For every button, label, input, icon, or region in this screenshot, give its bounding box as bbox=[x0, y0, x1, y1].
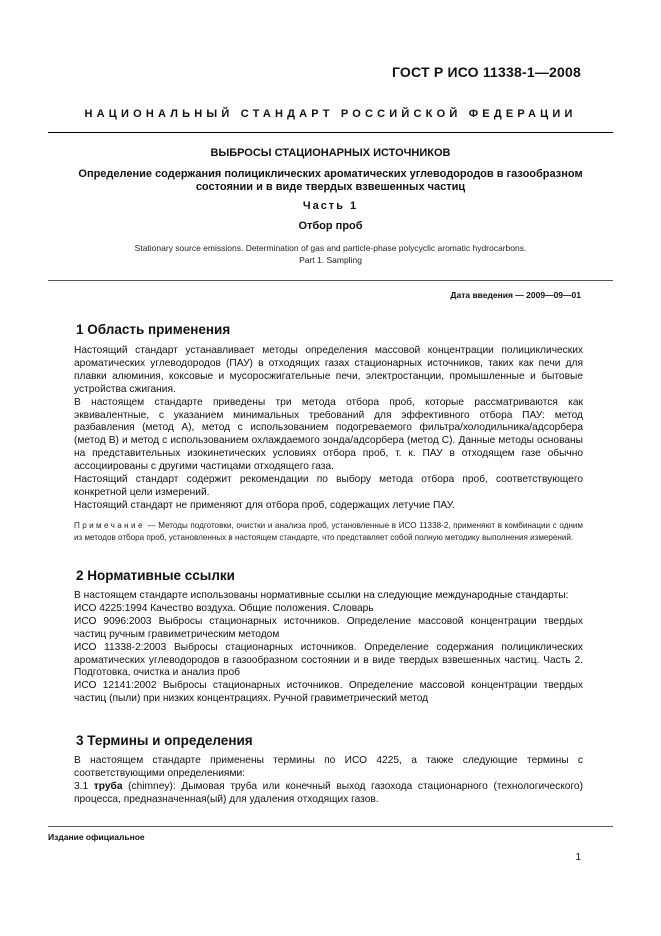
date-introduced: Дата введения — 2009—09—01 bbox=[450, 290, 581, 300]
page-number: 1 bbox=[575, 852, 581, 863]
section-2-heading: 2 Нормативные ссылки bbox=[76, 568, 235, 583]
divider bbox=[48, 826, 613, 827]
note bbox=[48, 520, 583, 544]
title-main: ВЫБРОСЫ СТАЦИОНАРНЫХ ИСТОЧНИКОВ bbox=[210, 147, 451, 159]
note-text: — Методы подготовки, очистки и анализа проб, установленные в ИСО 11338-2, применяют в комбинации с одним из методов отбора проб, установленных в настоящем стандарте, что представляет собой полную методику выполнения измерений. bbox=[74, 521, 583, 542]
edition-label: Издание официальное bbox=[48, 832, 145, 842]
paragraph: Настоящий стандарт устанавливает методы определения массовой концентрации полициклических ароматических углеводородов (ПАУ) в отходящих газах стационарных источников, таких как печи для плавки алюминия, коксовые и мусоросжигательные печи, электростанции, промышленные и бытовые устройства сжигания. bbox=[74, 345, 583, 395]
section-3-body bbox=[48, 755, 583, 807]
term: труба bbox=[93, 780, 123, 792]
divider bbox=[48, 280, 613, 281]
paragraph: В настоящем стандарте приведены три метода отбора проб, которые рассматриваются как эквивалентные, с указанием минимальных требований для эффективного отбора ПАУ: метод разбавления (метод А), метод с использованием подогреваемого фильтра/холодильника/адсорбера (метод В) и метод с использованием охлаждаемого зонда/адсорбера (метод С). Данные методы основаны на представительных изокинетических условиях отбора проб, т. к. ПАУ в отходящем газе обычно ассоциированы с другими частицами отходящего газа. bbox=[74, 396, 583, 473]
title-subtitle: Определение содержания полициклических ароматических углеводородов в газообразном состоянии и в виде твердых взвешенных частиц bbox=[78, 168, 583, 193]
reference: ИСО 12141:2002 Выбросы стационарных источников. Определение массовой концентрации твердых частиц (пыли) при низких концентрациях. Ручной гравиметрический метод bbox=[74, 680, 583, 705]
paragraph: Настоящий стандарт не применяют для отбора проб, содержащих летучие ПАУ. bbox=[74, 499, 455, 511]
section-2-body bbox=[48, 590, 583, 706]
section-1-body bbox=[48, 345, 583, 513]
title-part: Часть 1 bbox=[302, 200, 359, 212]
reference: ИСО 9096:2003 Выбросы стационарных источников. Определение массовой концентрации твердых частиц ручным гравиметрическим методом bbox=[74, 615, 583, 640]
reference: ИСО 4225:1994 Качество воздуха. Общие положения. Словарь bbox=[74, 602, 374, 614]
term-definition: 3.1 труба (chimney): Дымовая труба или конечный выход газохода стационарного (технологического) процесса, предназначенная(ый) для удаления отходящих газов. bbox=[74, 780, 583, 805]
reference: ИСО 11338-2:2003 Выбросы стационарных источников. Определение содержания полициклических ароматических углеводородов в газообразном состоянии и в виде твердых взвешенных частиц. Часть 2. Подготовка, очистка и анализ проб bbox=[74, 641, 583, 679]
section-3-heading: 3 Термины и определения bbox=[76, 733, 253, 748]
title-english: Stationary source emissions. Determination of gas and particle-phase polycyclic aromatic hydrocarbons. Part 1. Sampling bbox=[134, 243, 527, 265]
note-label: Примечание bbox=[74, 521, 145, 530]
divider bbox=[48, 132, 613, 133]
paragraph: Настоящий стандарт содержит рекомендации по выбору метода отбора проб, соответствующего конкретной цели измерений. bbox=[74, 474, 583, 498]
section-1-heading: 1 Область применения bbox=[76, 322, 231, 337]
national-standard-banner: НАЦИОНАЛЬНЫЙ СТАНДАРТ РОССИЙСКОЙ ФЕДЕРАЦИИ bbox=[84, 108, 577, 120]
title-part-name: Отбор проб bbox=[298, 220, 363, 232]
paragraph: В настоящем стандарте применены термины по ИСО 4225, а также следующие термины с соответствующими определениями: bbox=[74, 755, 583, 779]
document-number: ГОСТ Р ИСО 11338-1—2008 bbox=[391, 64, 581, 80]
paragraph: В настоящем стандарте использованы нормативные ссылки на следующие международные стандарты: bbox=[74, 590, 569, 601]
